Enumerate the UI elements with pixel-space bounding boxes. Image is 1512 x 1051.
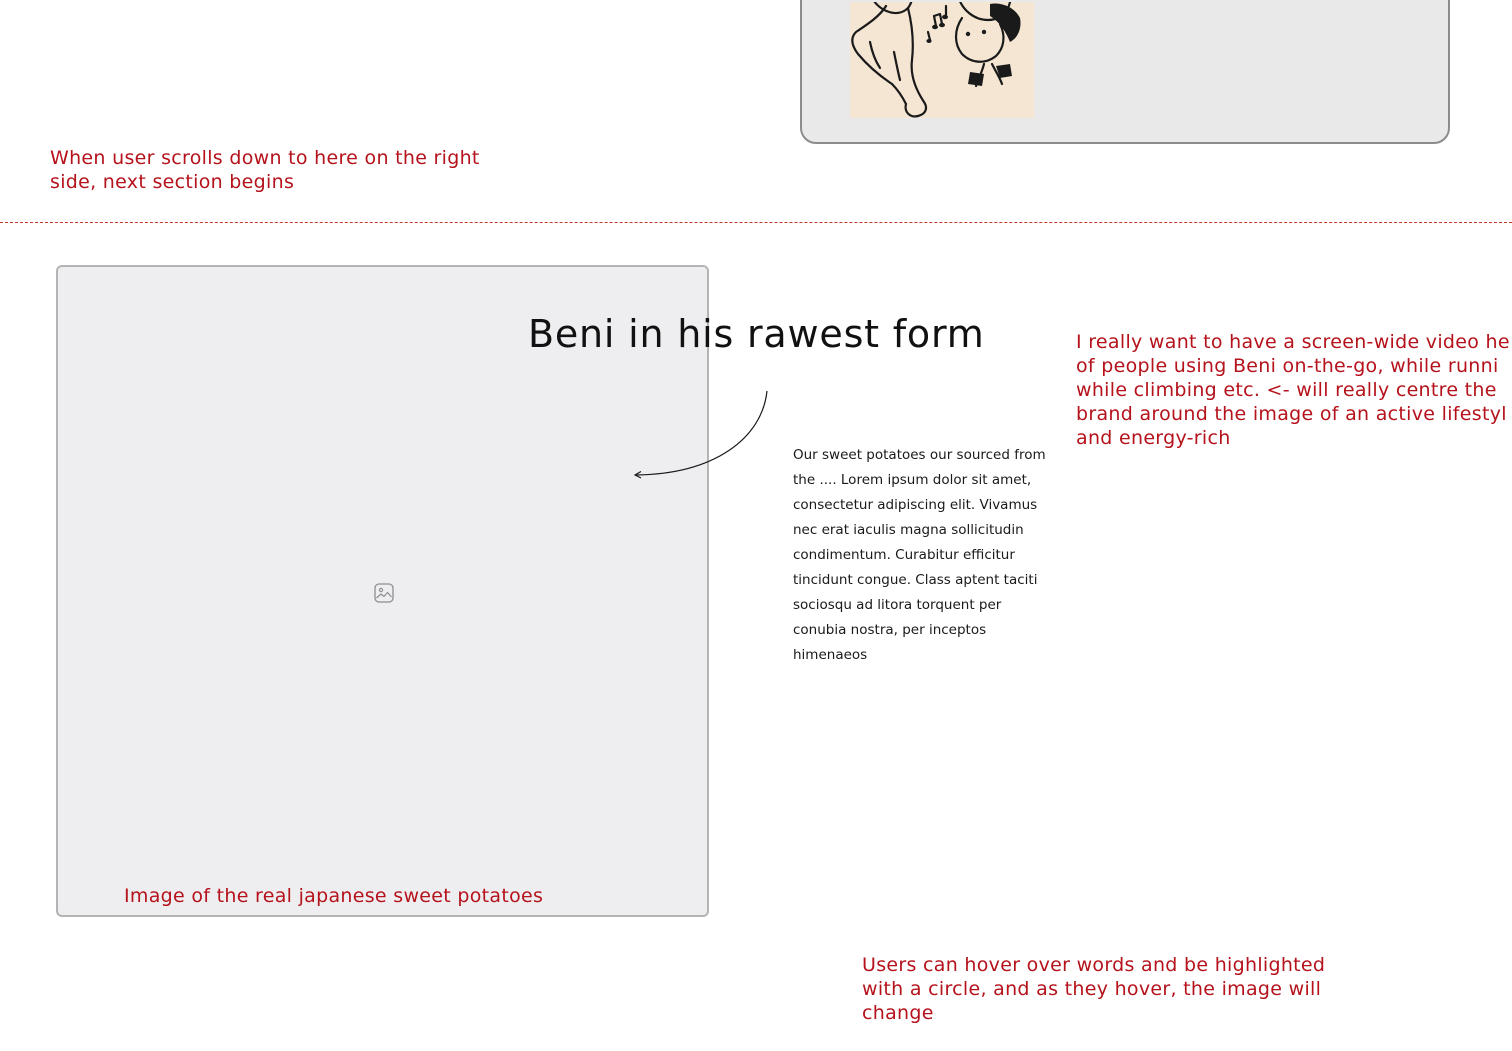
annotation-scroll-note: When user scrolls down to here on the right side, next section begins xyxy=(50,147,480,193)
section-title: Beni in his rawest form xyxy=(528,312,985,356)
dancing-characters-illustration xyxy=(850,2,1034,118)
annotation-hover-note: Users can hover over words and be highlighted with a circle, and as they hover, the image will change xyxy=(862,954,1326,1024)
top-card xyxy=(800,0,1450,144)
image-placeholder-icon xyxy=(374,583,394,603)
annotation-image-note: Image of the real japanese sweet potatoes xyxy=(124,885,544,907)
sweet-potato-image-placeholder[interactable] xyxy=(56,265,709,917)
illustration-drawing xyxy=(850,2,1034,118)
annotation-video-note: I really want to have a screen-wide video he of people using Beni on-the-go, while runni while climbing etc. <- will really centre the brand around the image of an active lifestyl and energy-rich xyxy=(1076,331,1510,449)
section-body-copy[interactable]: Our sweet potatoes our sourced from the .... Lorem ipsum dolor sit amet, consectetur adipiscing elit. Vivamus nec erat iaculis magna sollicitudin condimentum. Curabitur efficitur tincidunt congue. Class aptent taciti sociosqu ad litora torquent per conubia nostra, per inceptos himenaeos xyxy=(793,447,1046,663)
section-divider xyxy=(0,222,1512,223)
curved-arrow-icon xyxy=(630,388,775,483)
